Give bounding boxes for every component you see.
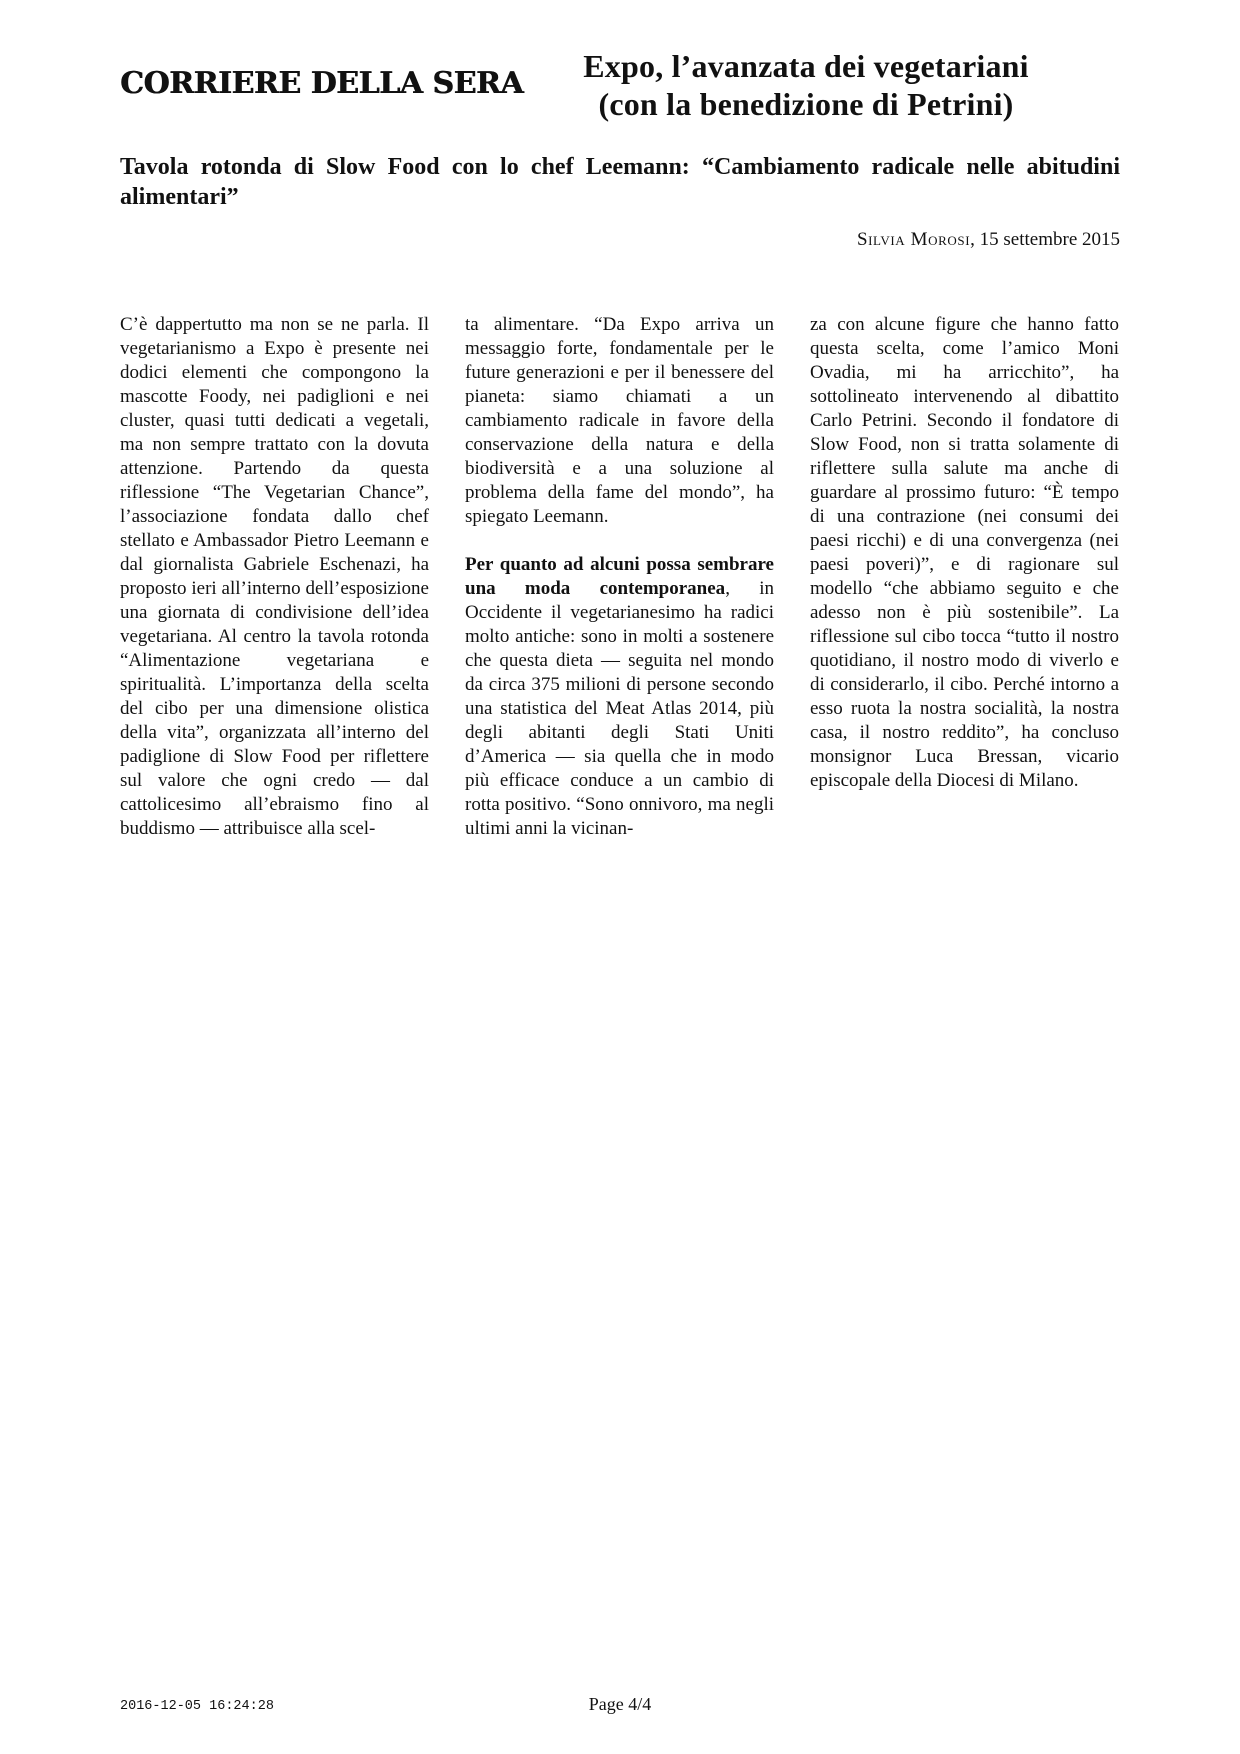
bold-lead: Per quanto ad alcuni possa sembrare una moda contemporanea bbox=[465, 553, 774, 599]
article-subheading: Tavola rotonda di Slow Food con lo chef Leemann: “Cambiamento radicale nelle abitudini alimentari” bbox=[120, 153, 1120, 211]
article-body bbox=[120, 313, 1120, 841]
byline bbox=[120, 229, 1120, 251]
paragraph: ta alimentare. “Da Expo arriva un messaggio forte, fondamentale per le future generazioni e per il benessere del pianeta: siamo chiamati a un cambiamento radicale in favore della conservazione della natura e della biodiversità e a una soluzione al problema della fame del mondo”, ha spiegato Leemann. bbox=[465, 313, 774, 527]
paragraph: za con alcune figure che hanno fatto questa scelta, come l’amico Moni Ovadia, mi ha arricchito”, ha sottolineato intervenendo al dibattito Carlo Petrini. Secondo il fondatore di Slow Food, non si tratta solamente di riflettere sulla salute ma anche di guardare al prossimo futuro: “È tempo di una contrazione (nei consumi dei paesi ricchi) e di una convergenza (nei paesi poveri)”, e di ragionare sul modello “che abbiamo seguito e che adesso non è più sostenibile”. La riflessione sul cibo tocca “tutto il nostro quotidiano, il nostro modo di viverlo e di considerarlo, il cibo. Perché intorno a esso ruota la nostra socialità, la nostra casa, il nostro reddito”, ha concluso monsignor Luca Bressan, vicario episcopale della Diocesi di Milano. bbox=[810, 313, 1119, 791]
column-3 bbox=[810, 313, 1119, 841]
paragraph-with-bold-lead bbox=[465, 553, 774, 841]
byline-author: Silvia Morosi bbox=[856, 228, 971, 250]
page-footer bbox=[120, 1694, 1120, 1716]
byline-date: , 15 settembre 2015 bbox=[970, 228, 1120, 250]
column-1 bbox=[120, 313, 429, 841]
paragraph-text: , in Occidente il vegetarianesimo ha radici molto antiche: sono in molti a sostenere che questa dieta — seguita nel mondo da circa 375 milioni di persone secondo una statistica del Meat Atlas 2014, più degli abitanti degli Stati Uniti d’America — sia quella che in modo più efficace conduce a un cambio di rotta positivo. “Sono onnivoro, ma negli ultimi anni la vicinan- bbox=[465, 577, 774, 839]
newspaper-logo: CORRIERE DELLA SERA bbox=[120, 66, 524, 101]
page-number: Page 4/4 bbox=[588, 1694, 652, 1714]
column-2 bbox=[465, 313, 774, 841]
title-line-1: Expo, l’avanzata dei vegetariani bbox=[583, 48, 1029, 84]
title-line-2: (con la benedizione di Petrini) bbox=[598, 85, 1014, 122]
paragraph: C’è dappertutto ma non se ne parla. Il vegetarianismo a Expo è presente nei dodici elementi che compongono la mascotte Foody, nei padiglioni e nei cluster, quasi tutti dedicati a vegetali, ma non sempre trattato con la dovuta attenzione. Partendo da questa riflessione “The Vegetarian Chance”, l’associazione fondata dallo chef stellato e Ambassador Pietro Leemann e dal giornalista Gabriele Eschenazi, ha proposto ieri all’interno dell’esposizione una giornata di condivisione dell’idea vegetariana. Al centro la tavola rotonda “Alimentazione vegetariana e spiritualità. L’importanza della scelta del cibo per una dimensione olistica della vita”, organizzata all’interno del padiglione di Slow Food per riflettere sul valore che ogni credo — dal cattolicesimo all’ebraismo fino al buddismo — attribuisce alla scel- bbox=[120, 313, 429, 839]
article-title bbox=[492, 48, 1120, 124]
generation-timestamp: 2016-12-05 16:24:28 bbox=[120, 1699, 274, 1714]
masthead bbox=[120, 48, 1120, 124]
